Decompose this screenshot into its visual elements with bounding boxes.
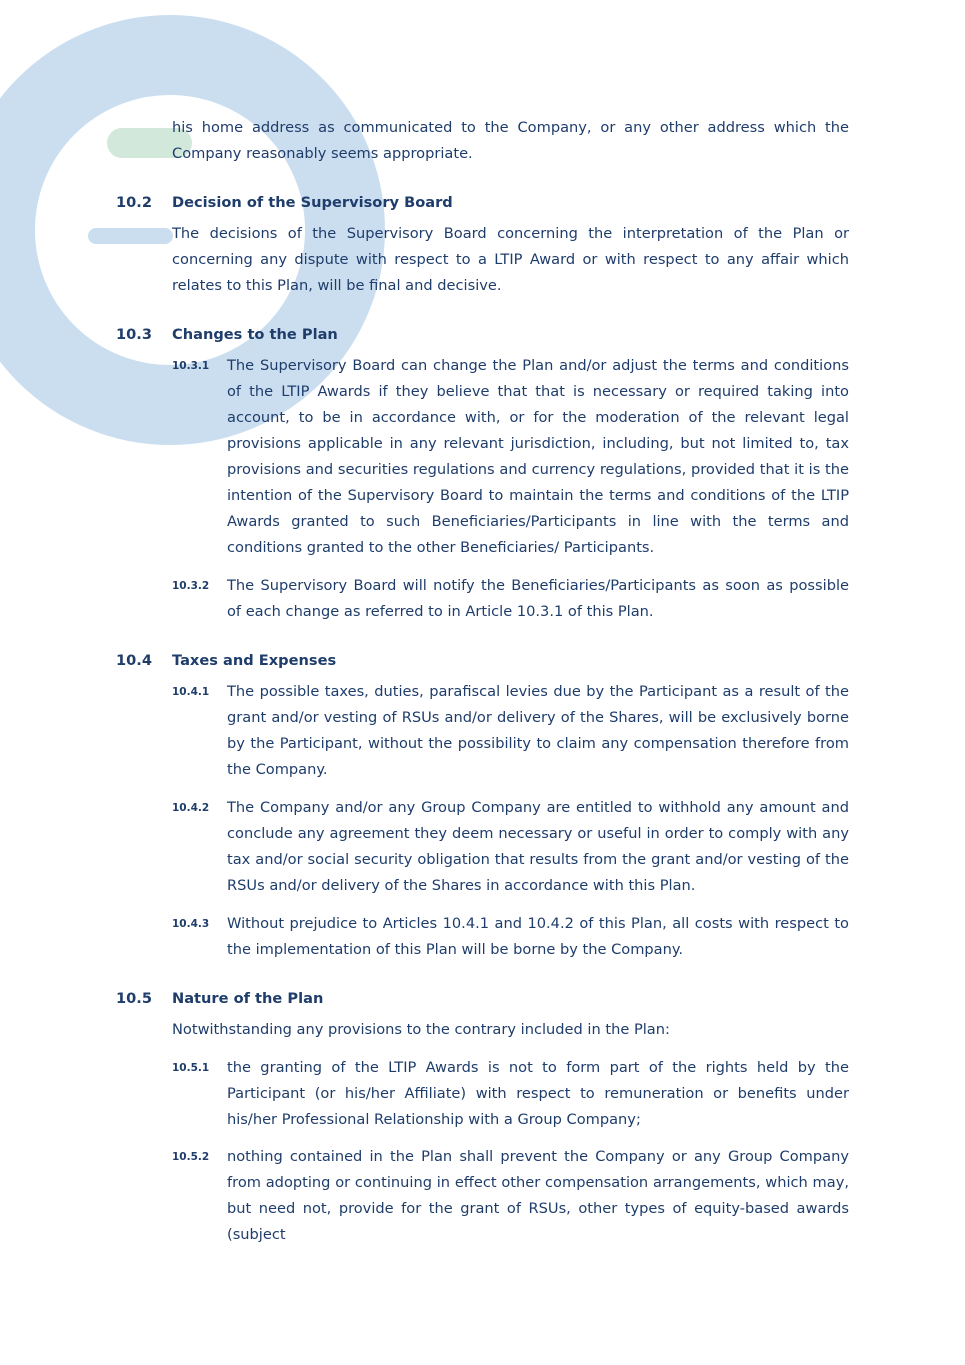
clause-10-3-2-text: The Supervisory Board will notify the Beneficiaries/Participants as soon as possible of each change as referred to in Article 10.3.1 of this Plan. (227, 577, 849, 620)
clause-10-5-2-number: 10.5.2 (172, 1151, 210, 1163)
section-10-3-number: 10.3 (116, 326, 153, 343)
intro-paragraph: his home address as communicated to the Company, or any other address which the Company reasonably seems appropriate. (172, 119, 849, 162)
clause-10-4-2-text: The Company and/or any Group Company are entitled to withhold any amount and conclude any agreement they deem necessary or useful in order to comply with any tax and/or social security obligation that results from the grant and/or vesting of the RSUs and/or delivery of the Shares in accordance with this Plan. (227, 799, 849, 894)
clause-10-4-1-text: The possible taxes, duties, parafiscal levies due by the Participant as a result of the grant and/or vesting of RSUs and/or delivery of the Shares, will be exclusively borne by the Participant, without the possibility to claim any compensation therefore from the Company. (227, 683, 849, 778)
clause-10-5-1-text: the granting of the LTIP Awards is not to form part of the rights held by the Participant (or his/her Affiliate) with respect to remuneration or benefits under his/her Professional Relationship with a Group Company; (227, 1059, 849, 1128)
clause-10-5-1-number: 10.5.1 (172, 1062, 210, 1074)
clause-10-4-1-number: 10.4.1 (172, 686, 210, 698)
section-10-2-number: 10.2 (116, 194, 153, 211)
clause-10-3-2-number: 10.3.2 (172, 580, 210, 592)
section-10-3-title: Changes to the Plan (172, 326, 338, 343)
clause-10-3-1-text: The Supervisory Board can change the Plan and/or adjust the terms and conditions of the LTIP Awards if they believe that that is necessary or required taking into account, to be in accordance with, or for the moderation of the relevant legal provisions applicable in any relevant jurisdiction, including, but not limited to, tax provisions and securities regulations and currency regulations, provided that it is the intention of the Supervisory Board to maintain the terms and conditions of the LTIP Awards granted to such Beneficiaries/Participants in line with the terms and conditions granted to the other Beneficiaries/ Participants. (227, 357, 849, 556)
section-10-2-paragraph: The decisions of the Supervisory Board concerning the interpretation of the Plan or concerning any dispute with respect to a LTIP Award or with respect to any affair which relates to this Plan, will be final and decisive. (172, 225, 849, 294)
section-10-4-number: 10.4 (116, 652, 153, 669)
section-10-5-number: 10.5 (116, 990, 153, 1007)
section-10-5-paragraph: Notwithstanding any provisions to the contrary included in the Plan: (172, 1021, 670, 1038)
clause-10-3-1-number: 10.3.1 (172, 360, 210, 372)
clause-10-4-3-text: Without prejudice to Articles 10.4.1 and 10.4.2 of this Plan, all costs with respect to the implementation of this Plan will be borne by the Company. (227, 915, 849, 958)
clause-10-5-2-text: nothing contained in the Plan shall prevent the Company or any Group Company from adopting or continuing in effect other compensation arrangements, which may, but need not, provide for the grant of RSUs, other types of equity-based awards (subject (227, 1148, 849, 1243)
section-10-2-title: Decision of the Supervisory Board (172, 194, 453, 211)
section-10-4-title: Taxes and Expenses (172, 652, 337, 669)
clause-10-4-2-number: 10.4.2 (172, 802, 210, 814)
clause-10-4-3-number: 10.4.3 (172, 918, 210, 930)
section-10-5-title: Nature of the Plan (172, 990, 324, 1007)
